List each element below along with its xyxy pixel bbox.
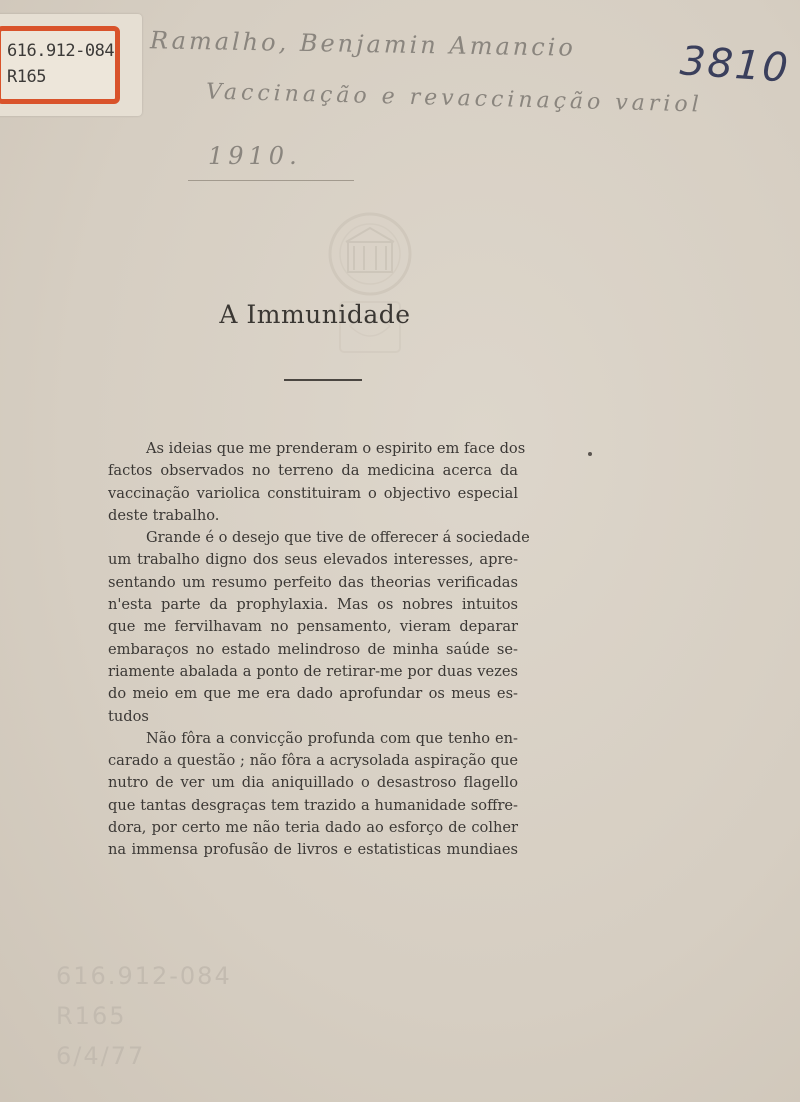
handwritten-underline <box>188 180 354 181</box>
embossed-seal-icon <box>324 206 416 360</box>
handwritten-author: Ramalho, Benjamin Amancio <box>149 26 577 62</box>
catalog-label <box>0 14 142 116</box>
text-line: vaccinação variolica constituiram o objectivo especial <box>108 484 518 502</box>
text-line: n'esta parte da prophylaxia. Mas os nobres intuitos <box>108 596 518 614</box>
faded-mark: 6/4/77 <box>56 1042 146 1070</box>
ink-speck <box>588 452 592 456</box>
text-line: As ideias que me prenderam o espirito em face dos <box>146 440 526 457</box>
faded-mark: R165 <box>56 1002 127 1030</box>
text-line: que tantas desgraças tem trazido a humanidade soffre- <box>108 796 518 814</box>
text-line: Não fôra a convicção profunda com que tenho en- <box>146 729 518 747</box>
handwritten-subject: Vaccinação e revaccinação variol <box>205 79 703 118</box>
text-line: do meio em que me era dado aprofundar os meus es- <box>108 685 518 703</box>
handwritten-shelf-number: 3810 <box>678 38 792 92</box>
catalog-number: 616.912-084 <box>7 41 115 61</box>
faded-mark: 616.912-084 <box>56 962 232 990</box>
text-line: deste trabalho. <box>108 506 220 524</box>
catalog-label-border <box>0 26 120 104</box>
text-line: sentando um resumo perfeito das theorias verificadas <box>108 573 518 591</box>
text-line: tudos <box>108 707 149 725</box>
page-title: A Immunidade <box>219 300 411 329</box>
text-line: na immensa profusão de livros e estatisticas mundiaes <box>108 841 518 859</box>
text-line: que me fervilhavam no pensamento, vieram deparar <box>108 618 518 636</box>
text-line: dora, por certo me não teria dado ao esforço de colher <box>108 819 518 837</box>
paragraph-2 <box>108 527 530 728</box>
text-line: embaraços no estado melindroso de minha saúde se- <box>108 640 518 658</box>
text-line: um trabalho digno dos seus elevados interesses, apre- <box>108 551 518 569</box>
text-line: factos observados no terreno da medicina acerca da <box>108 462 518 480</box>
paragraph-1 <box>108 438 526 527</box>
title-divider <box>284 379 362 381</box>
text-line: nutro de ver um dia aniquillado o desastroso flagello <box>108 774 518 792</box>
paragraph-3 <box>108 728 518 862</box>
text-line: carado a questão ; não fôra a acrysolada aspiração que <box>108 752 518 770</box>
handwritten-year: 1910. <box>208 142 302 170</box>
text-line: riamente abalada a ponto de retirar-me por duas vezes <box>108 662 518 680</box>
body-text <box>108 438 530 862</box>
text-line: Grande é o desejo que tive de offerecer á sociedade <box>146 529 530 547</box>
catalog-cutter: R165 <box>7 67 46 87</box>
faded-pencil-marks <box>56 956 232 1076</box>
